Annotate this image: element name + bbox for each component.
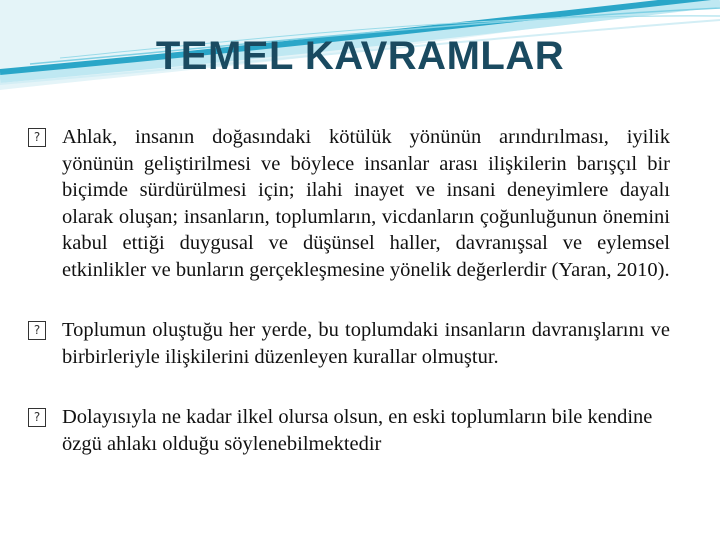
- paragraph-text: Toplumun oluştuğu her yerde, bu toplumdaki insanların davranışlarını ve birbirleriyle ilişkilerini düzenleyen kurallar olmuştur.: [62, 319, 670, 368]
- paragraph-3: [28, 404, 670, 457]
- paragraph-2: [28, 317, 670, 370]
- bullet-icon: ?: [28, 128, 46, 147]
- bullet-icon: ?: [28, 321, 46, 340]
- paragraph-1: [28, 124, 670, 283]
- paragraph-text: Dolayısıyla ne kadar ilkel olursa olsun, en eski toplumların bile kendine özgü ahlakı olduğu söylenebilmektedir: [62, 406, 653, 455]
- bullet-icon: ?: [28, 408, 46, 427]
- paragraph-text: Ahlak, insanın doğasındaki kötülük yönünün arındırılması, iyilik yönünün geliştirilmesi ve böylece insanlar arası ilişkilerin barışçıl bir biçimde sürdürülmesi için; ilahi inayet ve insani deneyimlere dayalı olarak oluşan; insanların, toplumların, vicdanların çoğunluğunun önemini kabul ettiği duygusal ve düşünsel haller, davranışsal ve eylemsel etkinlikler ve bunların gerçekleşmesine yönelik değerlerdir (Yaran, 2010).: [62, 126, 670, 281]
- slide-body: [28, 124, 670, 457]
- slide-title: TEMEL KAVRAMLAR: [155, 34, 565, 78]
